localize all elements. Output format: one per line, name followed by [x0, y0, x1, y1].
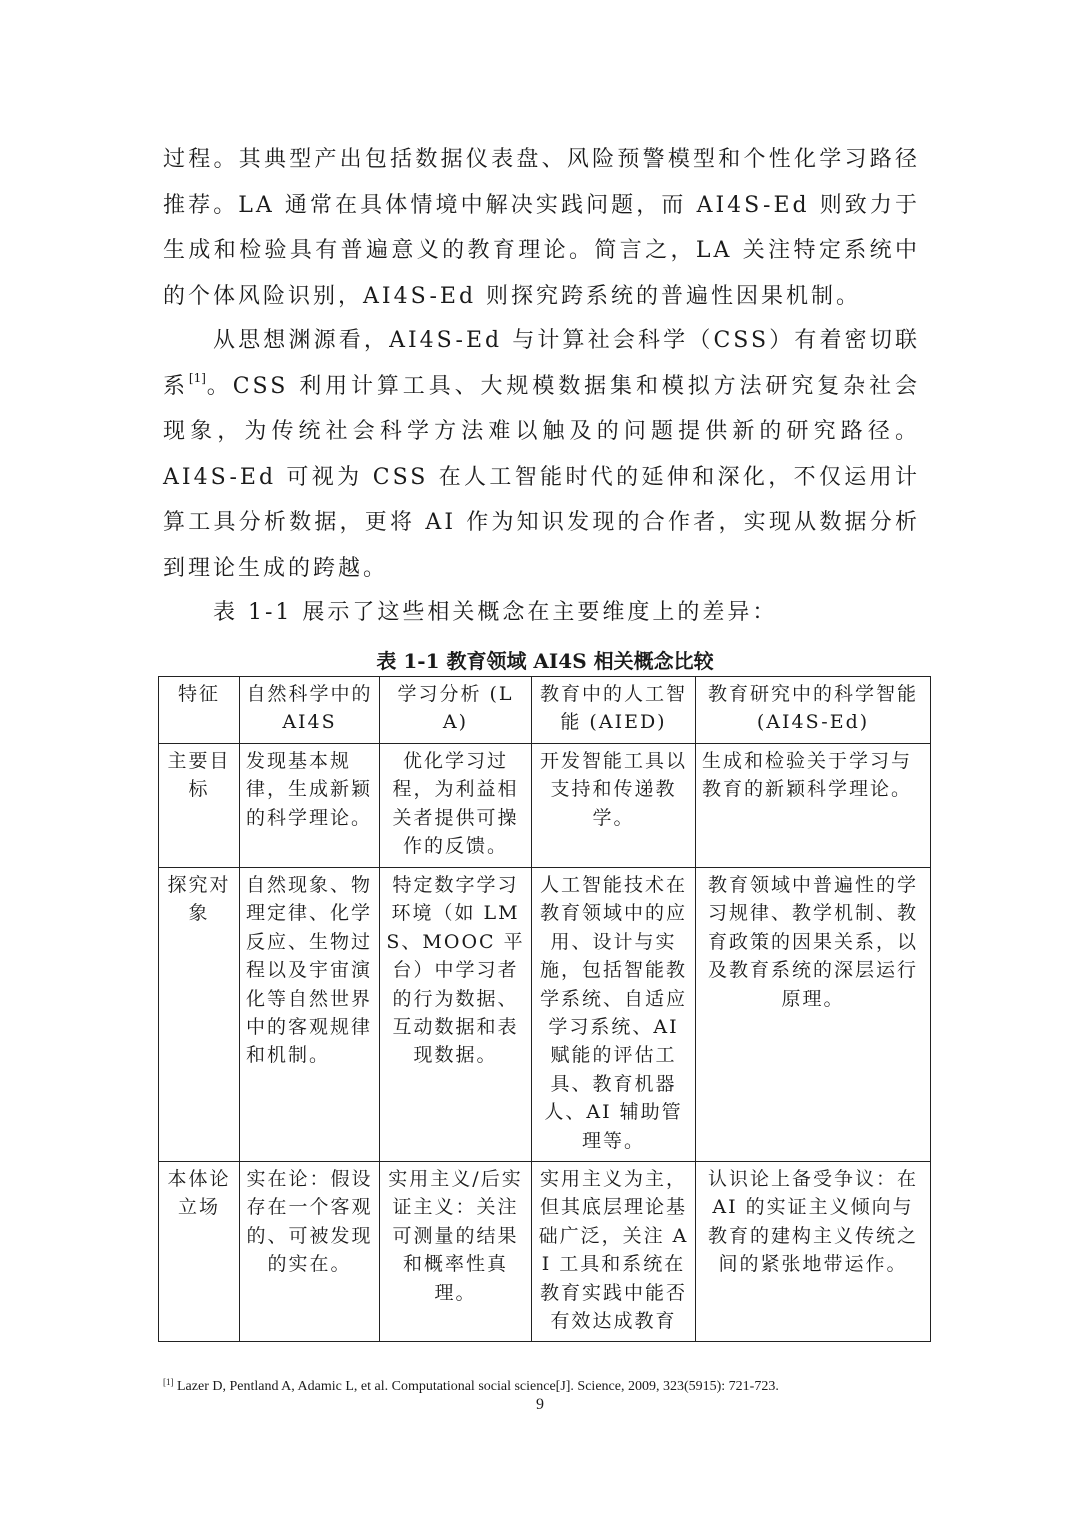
table-caption: 表 1-1 教育领域 AI4S 相关概念比较 — [376, 649, 714, 673]
table-cell: 本体论立场 — [159, 1162, 240, 1342]
table-cell: 发现基本规律，生成新颖的科学理论。 — [240, 744, 380, 868]
footnote — [163, 1377, 923, 1395]
footnote-marker: [1] — [163, 1377, 174, 1387]
comparison-table — [158, 676, 931, 1342]
header-cell-aied: 教育中的人工智能 (AIED) — [532, 677, 696, 744]
paragraph-2-text-a: 从思想渊源看，AI4S-Ed 与计算社会科学（CSS）有着密切联系 — [163, 328, 920, 399]
table-cell: 实在论：假设存在一个客观的、可被发现的实在。 — [240, 1162, 380, 1342]
table-cell: 认识论上备受争议：在 AI 的实证主义倾向与教育的建构主义传统之间的紧张地带运作。 — [696, 1162, 931, 1342]
table-cell: 特定数字学习环境（如 LMS、MOOC 平台）中学习者的行为数据、互动数据和表现数据。 — [380, 868, 532, 1162]
table-cell: 教育领域中普遍性的学习规律、教学机制、教育政策的因果关系，以及教育系统的深层运行原理。 — [696, 868, 931, 1162]
header-cell-feature: 特征 — [159, 677, 240, 744]
header-cell-ai4s: 自然科学中的 AI4S — [240, 677, 380, 744]
table-row-object — [159, 868, 931, 1162]
page-number: 9 — [536, 1396, 544, 1413]
table-row-ontology — [159, 1162, 931, 1342]
citation-ref[interactable]: [1] — [188, 370, 206, 385]
paragraph-1: 过程。其典型产出包括数据仪表盘、风险预警模型和个性化学习路径推荐。LA 通常在具体情境中解决实践问题，而 AI4S-Ed 则致力于生成和检验具有普遍意义的教育理论。简言之，LA 关注特定系统中的个体风险识别，AI4S-Ed 则探究跨系统的普遍性因果机制。 — [163, 147, 920, 309]
header-cell-ai4s-ed: 教育研究中的科学智能 (AI4S-Ed) — [696, 677, 931, 744]
table-cell: 人工智能技术在教育领域中的应用、设计与实施，包括智能教学系统、自适应学习系统、AI 赋能的评估工具、教育机器人、AI 辅助管理等。 — [532, 868, 696, 1162]
table-row-goal — [159, 744, 931, 868]
footnote-text: Lazer D, Pentland A, Adamic L, et al. Computational social science[J]. Science, 2009, 323(5915): 721-723. — [173, 1379, 779, 1394]
header-cell-la: 学习分析 (LA) — [380, 677, 532, 744]
table-cell: 探究对象 — [159, 868, 240, 1162]
table-cell: 自然现象、物理定律、化学反应、生物过程以及宇宙演化等自然世界中的客观规律和机制。 — [240, 868, 380, 1162]
table-cell: 主要目标 — [159, 744, 240, 868]
table-cell: 开发智能工具以支持和传递教学。 — [532, 744, 696, 868]
paragraph-2-text-b: 。CSS 利用计算工具、大规模数据集和模拟方法研究复杂社会现象，为传统社会科学方法难以触及的问题提供新的研究路径。AI4S-Ed 可视为 CSS 在人工智能时代的延伸和深化，不仅运用计算工具分析数据，更将 AI 作为知识发现的合作者，实现从数据分析到理论生成的跨越。 — [163, 373, 920, 581]
table-cell: 优化学习过程，为利益相关者提供可操作的反馈。 — [380, 744, 532, 868]
table-header-row — [159, 677, 931, 744]
table-cell: 实用主义为主，但其底层理论基础广泛，关注 AI 工具和系统在教育实践中能否有效达成教育 — [532, 1162, 696, 1342]
paragraph-2 — [163, 318, 920, 592]
paragraph-3: 表 1-1 展示了这些相关概念在主要维度上的差异： — [213, 600, 778, 625]
table-cell: 实用主义/后实证主义：关注可测量的结果和概率性真理。 — [380, 1162, 532, 1342]
table-cell: 生成和检验关于学习与教育的新颖科学理论。 — [696, 744, 931, 868]
